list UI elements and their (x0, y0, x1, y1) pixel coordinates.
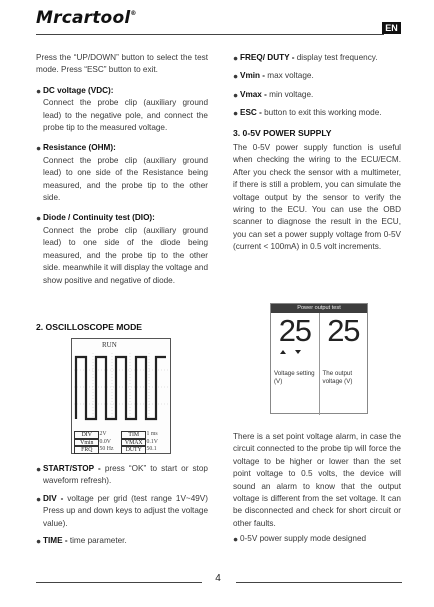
item-last: ● 0-5V power supply mode designed (233, 534, 367, 545)
output-voltage-value: 25 (319, 313, 368, 349)
intro-paragraph: Press the “UP/DOWN” button to select the test mode. Press “ESC” button to exit. (36, 53, 208, 75)
right-column (233, 52, 401, 254)
bullet-icon: ● (36, 143, 42, 154)
output-voltage-label: The output voltage (V) (319, 366, 368, 415)
item-div: ● DIV - voltage per grid (test range 1V~49V) Press up and down keys to adjust the voltage value). (36, 493, 208, 528)
power-output-panel (270, 303, 368, 414)
language-badge: EN (382, 22, 401, 34)
readout-row: Vmin 0.0V VMAX 0.1V (74, 439, 168, 447)
decrease-arrow-icon[interactable] (295, 350, 301, 354)
item-esc: ● ESC - button to exit this working mode. (233, 108, 382, 119)
alarm-paragraph: There is a set point voltage alarm, in case the circuit connected to the probe tip will force the voltage to be higher or lower than the set point voltage to 0.5 volts, the device will sound an alarm to know that the output voltage is different from the set voltage. It can be disconnected and check for short circuit or other faults. (233, 432, 401, 528)
increase-arrow-icon[interactable] (280, 350, 286, 354)
header-divider (36, 34, 384, 35)
footer-divider-right (236, 582, 402, 583)
item-freq-duty: ● FREQ/ DUTY - display test frequency. (233, 53, 378, 63)
square-wave (76, 357, 166, 419)
oscilloscope-screen (71, 338, 171, 454)
mode-resistance: ● Resistance (OHM): Connect the probe clip (auxiliary ground lead) to one side of the Resistance being measured, and the probe tip to the other side. (36, 143, 208, 203)
voltage-setting-label: Voltage setting (V) (274, 370, 315, 385)
footer-divider-left (36, 582, 202, 583)
readout-row: DIV 2V TIM 1 ms (74, 431, 168, 439)
power-supply-paragraph: The 0-5V power supply function is useful when checking the wiring to the ECU/ECM. After you check the sensor with a multimeter, if there is still a problem, you can simulate the voltage output by the sensor to verify the wiring to the ECU. You can use the OBD scanner to diagnose the result in the ECU, you can set a power supply voltage from 0-5V (current < 100mA) in 0.5 volt increments. (233, 143, 401, 252)
panel-title: Power output test (271, 304, 367, 313)
mode-diode: ● Diode / Continuity test (DIO): Connect the probe clip (auxiliary ground lead) to one side of the diode being measured, and the probe tip to the other side. meanwhile it will display the voltage and show positive and negative of diode. (36, 213, 208, 285)
bullet-icon: ● (36, 213, 42, 224)
readout-row: FRQ 50 Hz DUTY 50.1 (74, 446, 168, 454)
brand-logo: Mrcartool® (36, 8, 137, 28)
voltage-setting-value: 25 (278, 313, 311, 348)
item-time: ● TIME - time parameter. (36, 536, 127, 547)
waveform-display (74, 353, 168, 421)
run-status: RUN (102, 341, 117, 349)
power-supply-heading: 3. 0-5V POWER SUPPLY (233, 127, 332, 138)
oscilloscope-items (36, 463, 208, 547)
page-number: 4 (215, 573, 221, 584)
item-start-stop: ● START/STOP - press “OK” to start or stop waveform refresh). (36, 464, 208, 486)
oscilloscope-readout (74, 431, 168, 454)
alarm-section (233, 431, 401, 546)
item-vmax: ● Vmax - min voltage. (233, 89, 314, 100)
bullet-icon: ● (36, 85, 42, 96)
oscilloscope-heading: 2. OSCILLOSCOPE MODE (36, 322, 143, 332)
mode-dc-voltage: ● DC voltage (VDC): Connect the probe clip (auxiliary ground lead) to the negative pole, and connect the probe tip to the measured voltage. (36, 85, 208, 133)
item-vmin: ● Vmin - max voltage. (233, 71, 314, 82)
left-column (36, 52, 208, 287)
